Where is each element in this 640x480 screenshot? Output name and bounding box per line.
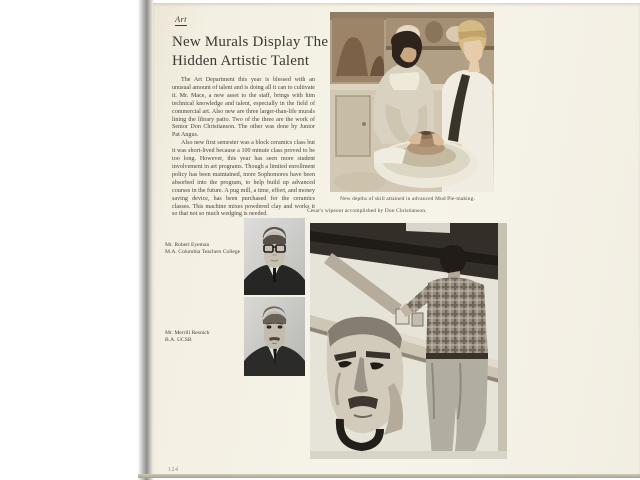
mural-caption: Cesar's wipeout accomplished by Don Christianson. xyxy=(307,208,427,214)
faculty-portrait-glasses xyxy=(244,218,305,295)
page-bottom-edge xyxy=(138,474,640,478)
book-gutter-shadow xyxy=(138,0,154,480)
page-number: 124 xyxy=(168,467,179,473)
page-title xyxy=(172,33,328,71)
section-label: Art xyxy=(175,14,187,24)
article-paragraph: Also new first semester was a block ceramics class but it was short-lived because a 100 minute class proved to be too long. However, this year has seen more student involvement in art programs. Though a limited enrollment policy has been maintained, more Sophomores have been absorbed into the program, to help build up advanced courses in the future. A pug mill, a time, effort, and money saving device, has been purchased for the ceramics classes. This machine mixes powdered clay and works it so that not so much wedging is needed. xyxy=(172,140,315,218)
faculty-portrait-mustache xyxy=(244,297,305,376)
page-title-line2: Hidden Artistic Talent xyxy=(172,53,310,69)
faculty-credential: M.A. Columbia Teachers College xyxy=(165,249,241,255)
yearbook-page xyxy=(153,3,640,478)
pottery-caption: New depths of skill attained in advanced Mud Pie-making. xyxy=(340,196,475,202)
faculty-name: Mr. Robert Eyeman xyxy=(165,242,210,248)
page-title-line1: New Murals Display The xyxy=(172,34,329,50)
article-body xyxy=(172,77,315,219)
pottery-photo xyxy=(330,12,494,192)
article-paragraph: The Art Department this year is blessed with an unusual amount of talent and is doing all it can to cultivate it. Mr. Mace, a new asset to the staff, brings with him technical knowledge and talent, especially in the field of commercial art. Also new are three larger-than-life murals lining the library patio. Two of the three are the work of Senior Don Christianson. The other was done by Junior Pat Angus. xyxy=(172,77,316,139)
mural-photo xyxy=(310,223,507,459)
faculty-credential: B.A. UCSB xyxy=(165,337,192,343)
faculty-name: Mr. Merrill Resnick xyxy=(165,330,210,336)
faculty-label xyxy=(165,242,240,256)
faculty-label xyxy=(165,330,210,344)
